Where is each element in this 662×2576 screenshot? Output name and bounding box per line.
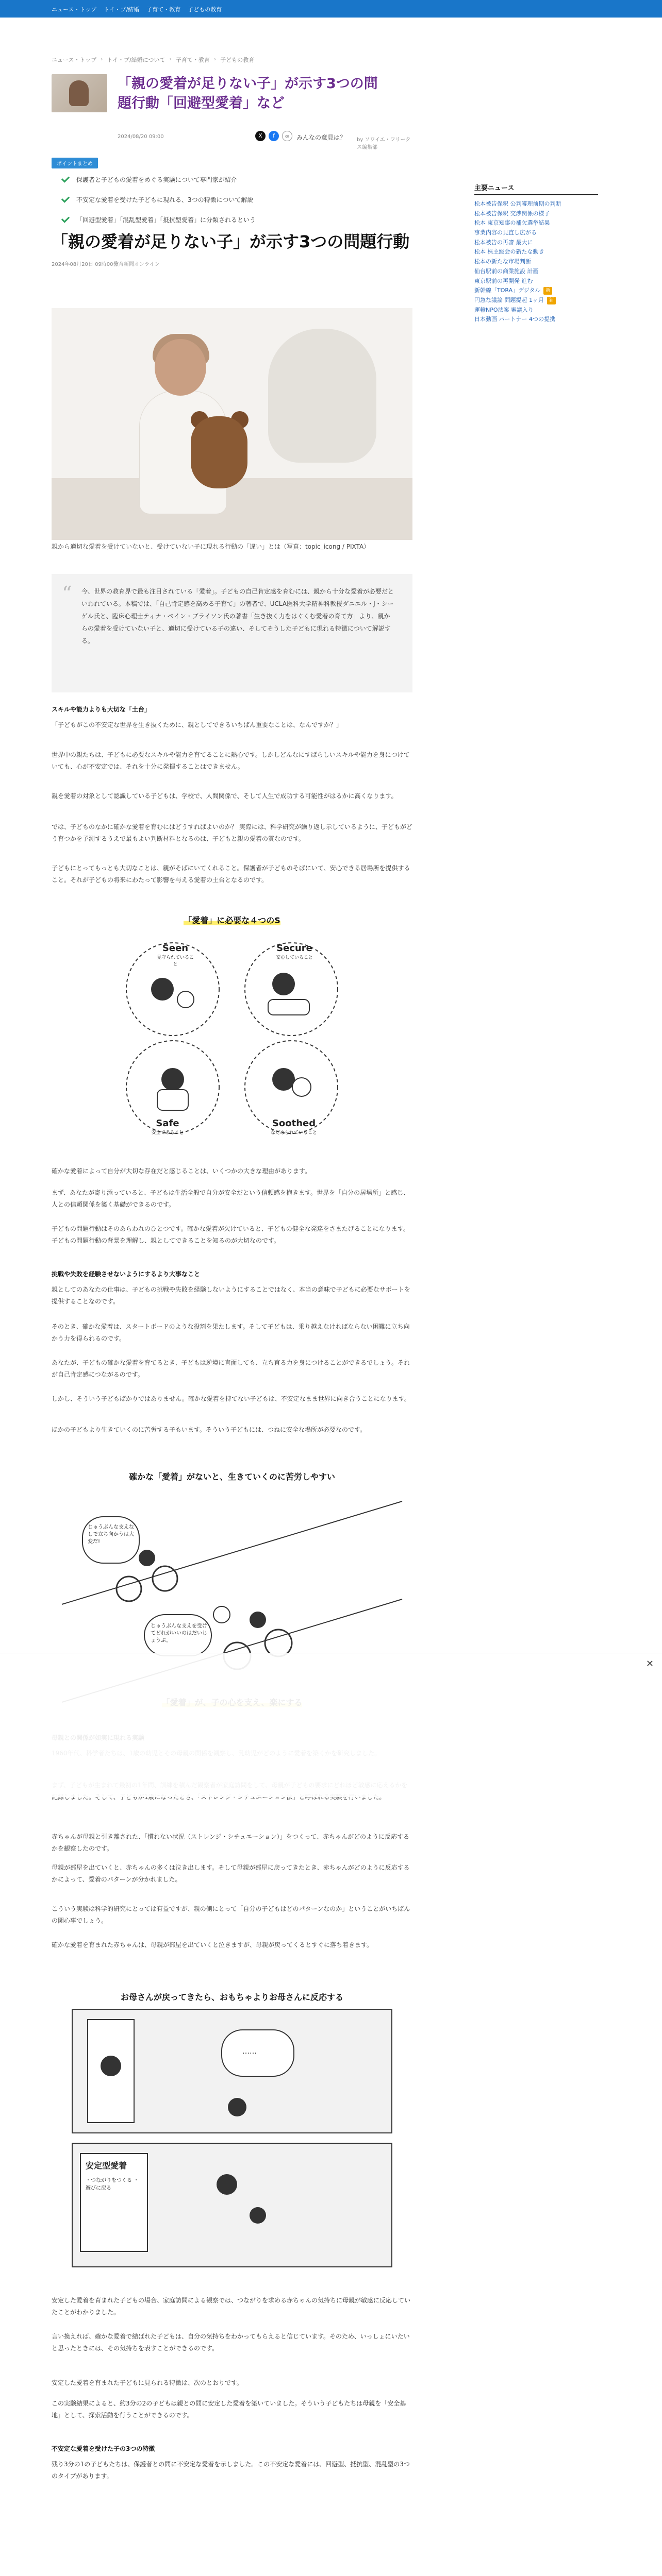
header-thumbnail [52, 74, 107, 112]
sidebar-news-text[interactable]: 日本動画 パートナー 4つの提携 [474, 316, 555, 323]
four-s-sublabel: 安全であること [151, 1130, 184, 1136]
header-date: 2024/08/20 09:00 [118, 134, 164, 140]
sidebar-news [474, 182, 598, 325]
paragraph: 赤ちゃんが母親と引き離された、「慣れない状況（ストレンジ・シチュエーション）」をつくって、赤ちゃんがどのように反応するかを観察したのです。 [52, 1833, 410, 1852]
photo-child-head [155, 339, 206, 396]
four-s-sublabel: なだめられていること [270, 1130, 317, 1136]
close-icon[interactable]: ✕ [646, 1658, 654, 1669]
sidebar-news-item[interactable] [474, 257, 598, 267]
top-nav-link[interactable]: 子育て・教育 [146, 6, 181, 13]
paragraph: 確かな愛着によって自分が大切な存在だと感じることは、いくつかの大きな理由があります。 [52, 1167, 311, 1175]
paragraph: 確かな愛着を育まれた赤ちゃんは、母親が部屋を出ていくと泣きますが、母親が戻ってくるとすぐに落ち着きます。 [52, 1941, 373, 1948]
article-author[interactable]: 教育新聞オンライン [113, 262, 160, 267]
figure-title-text: 「愛着」に必要な４つのS [184, 916, 280, 925]
article-date: 2024年08月20日 09時00分 [52, 262, 119, 267]
dialog-bubble-text: …… [242, 2047, 257, 2056]
comments-link[interactable]: みんなの意見は？ [296, 134, 346, 141]
figure-reunion [52, 1991, 412, 2279]
sidebar-news-item[interactable] [474, 199, 598, 209]
sidebar-news-text[interactable]: 松本被告の再審 最大に [474, 239, 533, 246]
new-badge: 新 [547, 297, 556, 304]
article-title: 「親の愛着が足りない子」が示す3つの問題行動 [52, 232, 410, 251]
sidebar-news-item[interactable] [474, 209, 598, 219]
breadcrumb-separator: › [101, 56, 103, 62]
sidebar-news-item[interactable] [474, 296, 598, 306]
sidebar-news-item[interactable] [474, 286, 598, 296]
paragraph: 母親が部屋を出ていくと、赤ちゃんの多くは泣き出します。そして母親が部屋に戻ってきたとき、赤ちゃんがどのように反応するかによって、愛着のパターンが分かれました。 [52, 1864, 410, 1883]
check-icon [61, 214, 70, 223]
four-s-label: Seen [162, 943, 189, 954]
new-badge: 新 [543, 287, 552, 295]
sidebar-news-text[interactable]: 東京駅前の再開発 進む [474, 277, 533, 284]
breadcrumb-item[interactable]: 子育て・教育 [175, 57, 210, 63]
sidebar-news-text[interactable]: 松本被告保釈 交渉関係の様子 [474, 210, 550, 217]
sidebar-news-text[interactable]: 仙台駅前の商業施設 計画 [474, 267, 539, 275]
speech-bubble-2: じゅうぶんな支えを受けてどれがいいのはだいじょうぶ。 [151, 1623, 207, 1643]
page-title: 「親の愛着が足りない子」が示す3つの問題行動「回避型愛着」など [118, 76, 378, 111]
top-nav-link[interactable]: トイ・ブ/結婚 [104, 6, 140, 13]
summary-point-text: 保護者と子どもの愛着をめぐる実験について専門家が紹介 [76, 176, 237, 183]
section-heading: 挑戦や失敗を経験させないようにするより大事なこと [52, 1270, 201, 1278]
secure-attachment-label [86, 2161, 142, 2192]
breadcrumb-item[interactable]: トイ・ブ/結婚について [107, 57, 166, 63]
breadcrumb [52, 56, 254, 64]
figure-four-s [52, 914, 412, 1151]
photo-floor [52, 478, 412, 540]
summary-point [62, 195, 402, 204]
photo-caption: 親から適切な愛着を受けていないと、受けていない子に現れる行動の「違い」とは（写真：topic_icong / PIXTA） [52, 543, 370, 550]
figure-title: お母さんが戻ってきたら、おもちゃよりお母さんに反応する [120, 1992, 343, 2002]
hero-photo [52, 308, 412, 540]
top-nav-link[interactable]: 子どもの教育 [188, 6, 222, 13]
photo-teddy-bear [191, 416, 247, 488]
paragraph: 残り3分の1の子どもたちは、保護者との間に不安定な愛着を示しました。この不安定な愛着には、回避型、抵抗型、混乱型の3つのタイプがあります。 [52, 2461, 410, 2480]
paragraph: こういう実験は科学的研究にとっては有益ですが、親の側にとって「自分の子どもはどのパターンなのか」ということがいちばんの関心事でしょう。 [52, 1905, 410, 1924]
summary-point [62, 175, 402, 184]
four-s-illustration [52, 933, 412, 1149]
sidebar-news-item[interactable] [474, 218, 598, 228]
lead-quote-box [52, 574, 412, 692]
paragraph: この実験結果によると、約3分の2の子どもは親との間に安定した愛着を築いていました。そういう子どもたちは母親を「安全基地」として、探索活動を行うことができるのです。 [52, 2400, 406, 2419]
sidebar-news-text[interactable]: 円急な議論 問題提起 1ヶ月 [474, 296, 544, 303]
sidebar-news-item[interactable] [474, 306, 598, 315]
byline: by ソワイエ・フリークス編集部 [357, 137, 411, 150]
four-s-label: Soothed [272, 1118, 316, 1129]
copy-link-icon[interactable]: ∞ [282, 131, 292, 141]
paragraph: あなたが、子どもの確かな愛着を育てるとき、子どもは逆境に直面しても、立ち直る力を身につけることができるでしょう。それが自己肯定感につながるのです。 [52, 1359, 410, 1378]
photo-shadow [268, 329, 376, 463]
sidebar-news-text[interactable]: 松本 東京知事の補欠選挙結果 [474, 219, 550, 227]
paragraph: ほかの子どもより生きていくのに苦労する子もいます。そういう子どもには、つねに安全な場所が必要なのです。 [52, 1426, 367, 1433]
paragraph: 親としてのあなたの仕事は、子どもの挑戦や失敗を経験しないようにすることではなく、本当の意味で子どもに必要なサポートを提供することなのです。 [52, 1286, 410, 1305]
overlay-ad-banner [0, 1653, 662, 1797]
paragraph: 安定した愛着を育まれた子どもに見られる特徴は、次のとおりです。 [52, 2379, 243, 2386]
thumbnail-child-figure [69, 80, 89, 106]
article-meta-row [52, 130, 412, 150]
article-header [52, 74, 412, 121]
sidebar-news-text[interactable]: 松本の新たな市場判断 [474, 258, 531, 265]
top-nav-link[interactable]: ニュース・トップ [52, 6, 97, 13]
share-buttons [255, 131, 292, 141]
paragraph: では、子どものなかに確かな愛着を育むにはどうすればよいのか？ 実際には、科学研究が繰り返し示しているように、子どもがどう育つかを予測するうえで最もよい判断材料となるのは、子どもと親の愛着の質なのです。 [52, 823, 412, 842]
x-share-icon[interactable]: X [255, 131, 266, 141]
paragraph: まず、あなたが寄り添っていると、子どもは生活全般で自分が安全だという信頼感を抱きます。世界を「自分の居場所」と感じ、人との信頼関係を築く基礎ができるのです。 [52, 1189, 410, 1208]
paragraph: 「子どもがこの不安定な世界を生き抜くために、親としてできるいちばん重要なことは、なんですか？」 [52, 721, 343, 728]
sidebar-news-item[interactable] [474, 247, 598, 257]
paragraph: そのとき、確かな愛着は、スタートボードのような役割を果たします。そして子どもは、乗り越えなければならない困難に立ち向かう力を得られるのです。 [52, 1323, 410, 1342]
label-text: ・つながりをつくる ・遊びに戻る [86, 2177, 139, 2191]
four-s-sublabel: 見守られていること [156, 955, 194, 967]
paragraph: しかし、そういう子どもばかりではありません。確かな愛着を持てない子どもは、不安定なまま世界に向き合うことになります。 [52, 1395, 410, 1402]
sidebar-news-text[interactable]: 松本被告保釈 公判審理前期の判断 [474, 200, 561, 207]
figure-title [52, 914, 412, 926]
four-s-sublabel: 安心していること [275, 955, 313, 960]
sidebar-news-text[interactable]: 事業内容の見直し広がる [474, 229, 537, 236]
breadcrumb-separator: › [169, 56, 172, 62]
sidebar-news-item[interactable] [474, 238, 598, 248]
sidebar-news-item[interactable] [474, 315, 598, 325]
sidebar-heading: 主要ニュース [474, 182, 598, 195]
sidebar-news-text[interactable]: 松本 株主総会の新たな動き [474, 248, 544, 256]
speech-bubble-1: じゅうぶんな支えなしで立ち向かうは大変だ! [88, 1524, 134, 1545]
check-icon [61, 194, 70, 202]
summary-points [62, 175, 402, 235]
safe-label-group [147, 1118, 188, 1136]
paragraph: 安定した愛着を育まれた子どもの場合、家庭訪問による観察では、つながりを求める赤ちゃんの気持ちに母親が敏感に反応していたことがわかりました。 [52, 2297, 411, 2316]
paragraph: 子どもにとってもっとも大切なことは、親がそばにいてくれること。保護者が子どものそばにいて、安心できる居場所を提供すること。それが子どもの将来にわたって影響を与える愛着の土台となるのです。 [52, 865, 410, 884]
breadcrumb-item[interactable]: ニュース・トップ [52, 57, 97, 63]
label-title: 安定型愛着 [86, 2161, 127, 2171]
top-nav-links [52, 5, 222, 13]
secure-label-group [271, 943, 318, 960]
section-heading: 不安定な愛着を受けた子の3つの特徴 [52, 2445, 155, 2452]
section-heading: スキルや能力よりも大切な「土台」 [52, 706, 151, 713]
soothed-label-group [268, 1118, 320, 1136]
sidebar-news-item[interactable] [474, 228, 598, 238]
summary-point [62, 215, 402, 224]
sidebar-news-text[interactable]: 新幹線「TORA」デジタル [474, 287, 541, 294]
check-icon [61, 174, 70, 182]
paragraph: 親を愛着の対象として認識している子どもは、学校で、人間関係で、そして人生で成功する可能性がはるかに高くなります。 [52, 792, 398, 800]
seen-label-group [155, 943, 196, 967]
summary-badge: ポイントまとめ [52, 158, 98, 168]
figure-title: 確かな「愛着」がないと、生きていくのに苦労しやすい [128, 1472, 335, 1482]
summary-point-text: 「回避型愛着」「混乱型愛着」「抵抗型愛着」に分類されるという [76, 216, 256, 224]
sidebar-news-item[interactable] [474, 277, 598, 286]
facebook-share-icon[interactable]: f [269, 131, 279, 141]
sidebar-news-text[interactable]: 運輸NPO法案 審議入り [474, 306, 534, 313]
sidebar-news-item[interactable] [474, 267, 598, 277]
quote-mark-icon: “ [62, 582, 72, 605]
top-navigation-bar [0, 0, 662, 18]
paragraph: 世界中の親たちは、子どもに必要なスキルや能力を育てることに熱心です。しかしどんなにすばらしいスキルや能力を身につけていても、心が不安定では、それを十分に発揮することはできません。 [52, 751, 410, 770]
summary-point-text: 不安定な愛着を受けた子どもに現れる、3つの特徴について解説 [76, 196, 254, 204]
reunion-illustration [52, 2009, 412, 2272]
lead-quote-text: 今、世界の教育界で最も注目されている「愛着」。子どもの自己肯定感を育むには、親から十分な愛着が必要だといわれている。本稿では、「自己肯定感を高める子育て」の著者で、UCLA医科大学精神科教授ダニエル・J・シーゲル氏と、臨床心理士ティナ・ペイン・ブライソン氏の著書「生き抜く力をはぐくむ愛着の育て方」より、親からの愛着を受けていない子と、適切に受けている子の違い、そしてそうした子どもに現れる特徴について解説する。 [81, 588, 394, 645]
paragraph: 言い換えれば、確かな愛着で結ばれた子どもは、自分の気持ちをわかってもらえると信じています。そのため、いっしょにいたいと思ったときには、その気持ちを表すことができるのです。 [52, 2333, 410, 2352]
four-s-label: Safe [156, 1118, 179, 1129]
four-s-label: Secure [276, 943, 312, 954]
breadcrumb-item[interactable]: 子どもの教育 [220, 57, 255, 63]
breadcrumb-separator: › [213, 56, 217, 62]
paragraph: 子どもの問題行動はそのあらわれのひとつです。確かな愛着が欠けていると、子どもの健全な発達をさまたげることになります。子どもの問題行動の背景を理解し、親としてできることを知るのが大切なのです。 [52, 1225, 409, 1244]
